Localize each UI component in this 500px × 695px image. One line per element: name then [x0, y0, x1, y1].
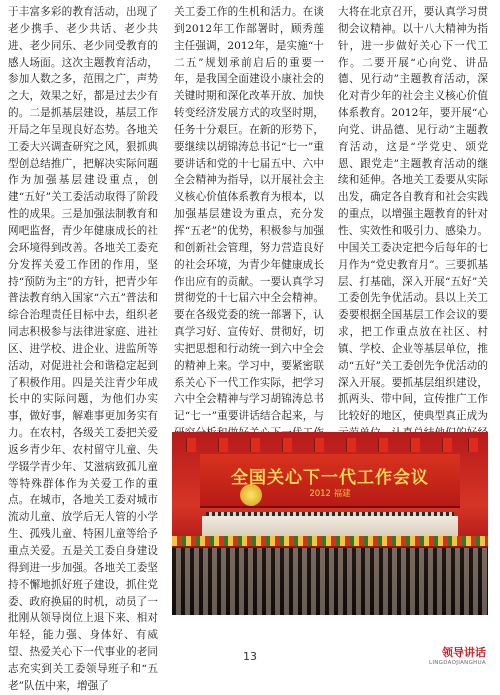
text-column-right	[338, 4, 488, 424]
text-column-middle	[174, 4, 324, 424]
banner-title: 全国关心下一代工作会议	[231, 468, 429, 488]
text-column-left	[8, 4, 158, 692]
conference-photo	[172, 432, 488, 615]
conference-banner	[200, 454, 460, 508]
audience-seating	[172, 548, 488, 615]
flag-row	[178, 438, 482, 454]
flower-border	[172, 536, 488, 546]
section-brand	[429, 647, 486, 667]
article-paragraph: 于丰富多彩的教育活动，出现了老少携手、老少共话、老少共进、老少同乐、老少同受教育的感人场面。这次主题教育活动，参加人数之多，范围之广，声势之大，效果之好，都是过去少有的。二是抓基层建设，基层工作开局之年呈现良好态势。各地关工委大兴调查研究之风，狠抓典型创总结推广，把解决实际问题作为加强基层建设重点，创建“五好”关工委活动取得了阶段性的成果。三是加强法制教育和网吧监督，青少年健康成长的社会环境得到改善。各地关工委充分发挥关爱工作团的作用，坚持“预防为主”的方针，把青少年普法教育纳入国家“六五”普法和综合治理责任目标中去，组织老同志积极参与法律进家庭、进社区、进学校、进企业、进监所等活动，对促进社会和谐稳定起到了积极作用。四是关注青少年成长中的实际问题，为他们办实事，做好事，解难事更加务实有力。在农村，各级关工委把关爱返乡青少年、农村留守儿童、失学辍学青少年、艾滋病致孤儿童等特殊群体作为关爱工作的重点。在城市，各地关工委对城市流动儿童、放学后无人管的小学生、孤残儿童、特困儿童等给予重点关爱。五是关工委自身建设得到进一步加强。各地关工委坚持不懈地抓好班子建设，抓住党委、政府换届的时机，动员了一批刚从领导岗位上退下来、相对年轻，能力强、身体好、有威望、热爱关心下一代事业的老同志充实到关工委领导班子和“五老”队伍中来，增强了	[8, 6, 158, 692]
page-number: 13	[243, 650, 257, 663]
rostrum-stage	[202, 516, 458, 538]
section-title: 领导讲话	[442, 646, 486, 659]
article-paragraph: 大将在北京召开，要认真学习贯彻会议精神。以十八大精神为指针，进一步做好关心下一代工作。二要开展“心向党、讲品德、见行动”主题教育活动，深化对青少年的社会主义核心价值体系教育。2012年，要开展“心向党、讲品德、见行动”主题教育活动，这是“学党史、颂党恩、跟党走”主题教育活动的继续和延伸。各地关工委要从实际出发，确定各自教育和社会实践的重点，以增强主题教育的针对性、实效性和吸引力、感染力。中国关工委决定把今后每年的七月作为“党史教育月”。三要抓基层、打基础，深入开展“五好”关工委创先争优活动。县以上关工委要根据全国基层工作会议的要求，把工作重点放在社区、村镇、学校、企业等基层单位，推动“五好”关工委创先争优活动的深入开展。要抓基层组织建设，抓两头、带中间，宣传推广工作比较好的地区，使典型真正成为	[338, 6, 488, 423]
banner-year: 2012 福建	[309, 489, 351, 499]
article-paragraph: 关工委工作的生机和活力。在谈到2012年工作部署时，顾秀莲主任强调，2012年，是实施“十二五”规划承前启后的重要一年，是我国全面建设小康社会的关键时期和深化改革开放、加快转变经济发展方式的攻坚时期，任务十分艰巨。在新的形势下，要继续以胡锦涛总书记“七一”重要讲话和党的十七届五中、六中全会精神为指导，以开展社会主义核心价值体系教育为根本，以加强基层建设为重点，充分发挥“五老”的优势，积极参与加强和创新社会管理，努力营造良好的社会环境，为青少年健康成长作出应有的贡献。一要认真学习贯彻党的十七届六中全会精神。要在各级党委的统一部署下，认真学习好、宣传好、贯彻好，切实把思想和行动统一到六中全会的精神上来。学习中，要紧密联系关心下一代工作实际，把学习六中全会精神与学习胡锦涛总书记“七一”重要讲话结合起来，与	[174, 6, 324, 423]
section-title-pinyin: LINGDAOJIANGHUA	[428, 660, 486, 666]
